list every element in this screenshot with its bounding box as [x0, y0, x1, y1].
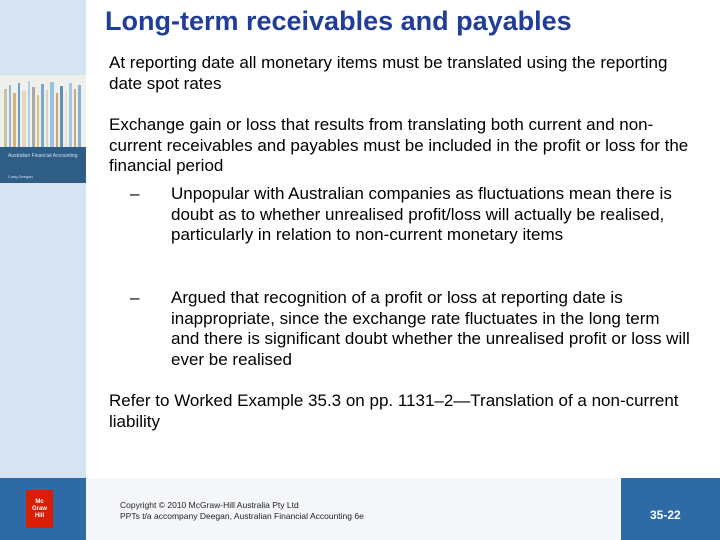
book-cover-stripes [0, 75, 86, 147]
book-cover-author: Craig Deegan [8, 174, 33, 179]
mcgraw-hill-logo: Mc Graw Hill [26, 490, 53, 528]
copyright-text [120, 500, 364, 522]
footer-copyright-panel [86, 478, 621, 540]
book-cover-title: Australian Financial Accounting [8, 153, 78, 159]
sub-bullet-dash: – [130, 184, 140, 203]
slide-title: Long-term receivables and payables [105, 6, 572, 36]
footer-bar [0, 478, 720, 540]
sub-bullet-unpopular: Unpopular with Australian companies as fluctuations mean there is doubt as to whether unrealised profit/loss will actually be realised, particularly in relation to non-current monetary items [171, 184, 672, 244]
book-cover-band [0, 147, 86, 183]
sub-bullet-dash: – [130, 288, 140, 307]
page-number: 35-22 [650, 508, 681, 522]
sub-bullet-argued: Argued that recognition of a profit or loss at reporting date is inappropriate, since the exchange rate fluctuates in the long term and there is significant doubt whether the unrealised profit or loss will ever be realised [171, 288, 690, 369]
bullet-worked-example: Refer to Worked Example 35.3 on pp. 1131–2—Translation of a non-current liability [109, 391, 679, 431]
copyright-line-1: Copyright © 2010 McGraw-Hill Australia Pty Ltd [120, 500, 299, 510]
bullet-reporting-date: At reporting date all monetary items must be translated using the reporting date spot rates [109, 53, 668, 93]
book-cover-image [0, 75, 86, 183]
bullet-exchange-gain-loss: Exchange gain or loss that results from translating both current and non-current receivables and payables must be included in the profit or loss for the financial period [109, 115, 689, 175]
copyright-line-2: PPTs t/a accompany Deegan, Australian Financial Accounting 6e [120, 511, 364, 521]
